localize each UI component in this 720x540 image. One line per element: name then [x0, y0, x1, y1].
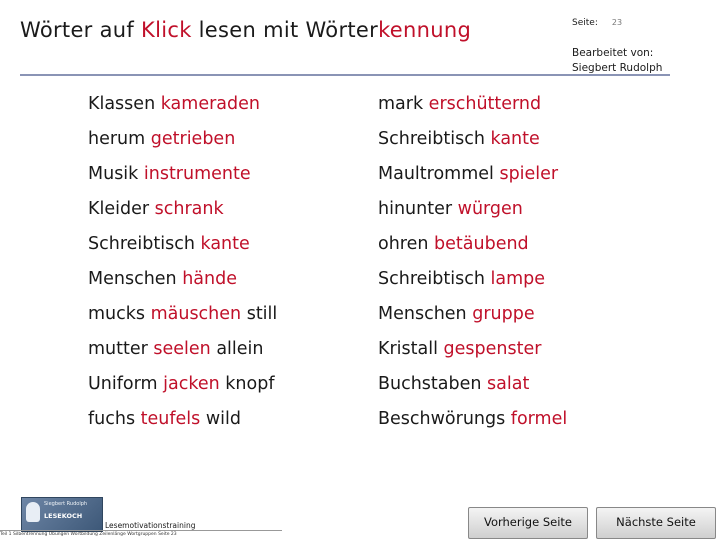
compound-word-right[interactable]	[378, 304, 535, 324]
word-row	[0, 129, 720, 164]
word-part: Schreibtisch	[88, 234, 201, 254]
word-part: mutter	[88, 339, 154, 359]
word-part: Menschen	[378, 304, 473, 324]
word-part: Kristall	[378, 339, 444, 359]
title-highlight: kennung	[378, 18, 472, 42]
word-part-highlight: lampe	[490, 269, 546, 289]
word-row	[0, 269, 720, 304]
page-title	[20, 18, 471, 42]
word-part-highlight: mäuschen	[150, 304, 242, 324]
word-part-highlight: gruppe	[472, 304, 535, 324]
compound-word-left[interactable]	[88, 304, 277, 324]
editor-name: Siegbert Rudolph	[572, 62, 663, 74]
word-part-highlight: formel	[510, 409, 568, 429]
editor-info	[572, 46, 662, 76]
compound-word-left[interactable]	[88, 269, 237, 289]
compound-word-right[interactable]	[378, 374, 529, 394]
compound-word-right[interactable]	[378, 409, 567, 429]
word-part-highlight: gespenster	[443, 339, 542, 359]
word-part: knopf	[219, 374, 275, 394]
word-part: wild	[200, 409, 242, 429]
title-part: Wörter auf	[20, 18, 142, 42]
word-part-highlight: kante	[490, 129, 540, 149]
word-row	[0, 409, 720, 444]
word-part: Kleider	[88, 199, 155, 219]
word-part-highlight: jacken	[163, 374, 220, 394]
compound-word-left[interactable]	[88, 339, 264, 359]
chef-hat-icon	[26, 502, 40, 522]
header-divider	[20, 74, 670, 76]
word-part: ohren	[378, 234, 435, 254]
edited-by-label: Bearbeitet von:	[572, 47, 654, 59]
footer-label: Lesemotivationstraining	[105, 521, 196, 530]
word-part: herum	[88, 129, 151, 149]
compound-word-left[interactable]	[88, 409, 241, 429]
word-part-highlight: teufels	[140, 409, 201, 429]
compound-word-left[interactable]	[88, 164, 251, 184]
footer-divider	[0, 530, 282, 531]
logo	[21, 497, 103, 532]
word-part: Maultrommel	[378, 164, 500, 184]
word-part: Schreibtisch	[378, 269, 491, 289]
word-row	[0, 374, 720, 409]
compound-word-right[interactable]	[378, 129, 540, 149]
word-part: Schreibtisch	[378, 129, 491, 149]
word-part: mark	[378, 94, 429, 114]
word-part-highlight: hände	[182, 269, 238, 289]
compound-word-right[interactable]	[378, 234, 529, 254]
page-label: Seite:	[572, 18, 598, 28]
title-part: lesen mit Wörter	[191, 18, 379, 42]
word-part: fuchs	[88, 409, 141, 429]
word-row	[0, 339, 720, 374]
next-page-button[interactable]: Nächste Seite	[596, 507, 716, 539]
word-part-highlight: instrumente	[143, 164, 251, 184]
previous-page-button[interactable]: Vorherige Seite	[468, 507, 588, 539]
logo-text-top: Siegbert Rudolph	[44, 501, 88, 507]
logo-text-main: LESEKOCH	[44, 512, 83, 520]
word-part-highlight: salat	[487, 374, 530, 394]
word-part: allein	[210, 339, 264, 359]
word-part-highlight: würgen	[457, 199, 523, 219]
compound-word-right[interactable]	[378, 269, 545, 289]
compound-word-right[interactable]	[378, 164, 558, 184]
word-part: Beschwörungs	[378, 409, 511, 429]
compound-word-left[interactable]	[88, 129, 235, 149]
word-part: hinunter	[378, 199, 458, 219]
word-part: Uniform	[88, 374, 164, 394]
page-number: 23	[611, 18, 623, 27]
compound-word-left[interactable]	[88, 374, 274, 394]
compound-word-right[interactable]	[378, 94, 541, 114]
compound-word-left[interactable]	[88, 199, 224, 219]
word-row	[0, 234, 720, 269]
word-part: still	[241, 304, 278, 324]
compound-word-right[interactable]	[378, 339, 541, 359]
word-row	[0, 94, 720, 129]
compound-word-left[interactable]	[88, 234, 250, 254]
word-part-highlight: spieler	[499, 164, 559, 184]
word-part-highlight: schrank	[154, 199, 224, 219]
word-part-highlight: erschütternd	[428, 94, 542, 114]
word-part-highlight: seelen	[153, 339, 211, 359]
word-part-highlight: getrieben	[150, 129, 236, 149]
word-row	[0, 199, 720, 234]
footer-credit: Teil 1 Silbentrennung Übungen Wortbildung Zeilenlänge Wortgruppen Seite 23	[0, 532, 177, 537]
title-highlight: Klick	[141, 18, 192, 42]
word-part: Buchstaben	[378, 374, 488, 394]
word-part: Musik	[88, 164, 144, 184]
compound-word-left[interactable]	[88, 94, 260, 114]
word-part-highlight: kameraden	[160, 94, 260, 114]
word-part: mucks	[88, 304, 151, 324]
word-part: Klassen	[88, 94, 161, 114]
compound-word-right[interactable]	[378, 199, 523, 219]
word-row	[0, 164, 720, 199]
word-row	[0, 304, 720, 339]
word-part: Menschen	[88, 269, 183, 289]
word-part-highlight: kante	[200, 234, 250, 254]
page-indicator	[572, 18, 622, 28]
word-part-highlight: betäubend	[434, 234, 529, 254]
